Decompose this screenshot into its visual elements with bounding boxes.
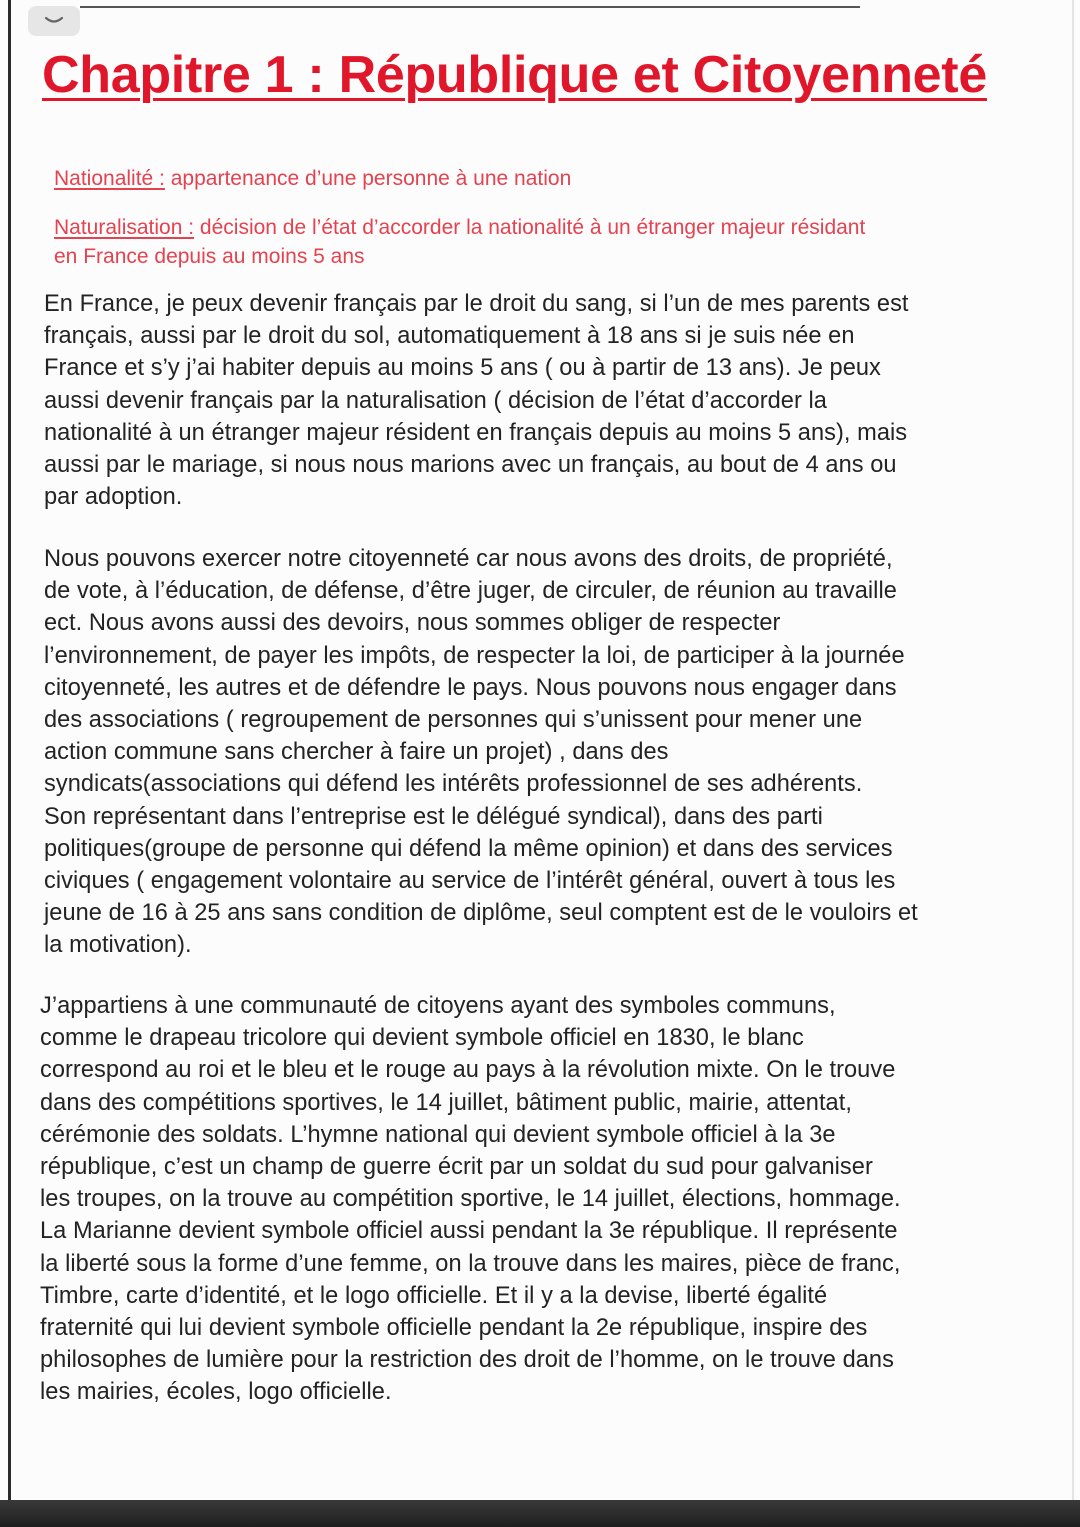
paragraph-line: français, aussi par le droit du sol, automatiquement à 18 ans si je suis née en [44, 323, 855, 350]
definition-text: en France depuis au moins 5 ans [54, 245, 365, 268]
paragraph-line: France et s’y j’ai habiter depuis au moins 5 ans ( ou à partir de 13 ans). Je peux [44, 355, 881, 382]
paragraph-line: ect. Nous avons aussi des devoirs, nous sommes obliger de respecter [44, 610, 781, 637]
paragraph-line: philosophes de lumière pour la restriction des droit de l’homme, on le trouve dans [40, 1347, 894, 1374]
scan-left-edge [8, 0, 11, 1527]
paragraph-line: aussi devenir français par la naturalisation ( décision de l’état d’accorder la [44, 387, 827, 414]
paragraph-line: Timbre, carte d’identité, et le logo officielle. Et il y a la devise, liberté égalité [40, 1282, 828, 1309]
paragraph-line: citoyenneté, les autres et de défendre le pays. Nous pouvons nous engager dans [44, 674, 897, 701]
paragraph-line: Nous pouvons exercer notre citoyenneté car nous avons des droits, de propriété, [44, 546, 893, 572]
scan-top-edge [80, 6, 860, 8]
paragraph-line: l’environnement, de payer les impôts, de respecter la loi, de participer à la journée [44, 642, 905, 669]
paragraph-symboles [40, 990, 1050, 1409]
paragraph-line: action commune sans chercher à faire un projet) , dans des [44, 739, 669, 766]
paragraph-line: la motivation). [44, 932, 192, 959]
definition-term: Naturalisation : [54, 216, 195, 239]
paragraph-line: La Marianne devient symbole officiel aussi pendant la 3e république. Il représente [40, 1218, 898, 1245]
definition-nationalite [54, 164, 1014, 193]
paragraph-line: Son représentant dans l’entreprise est le délégué syndical), dans des parti [44, 803, 823, 830]
paragraph-line: république, c’est un champ de guerre écrit par un soldat du sud pour galvaniser [40, 1154, 873, 1181]
paragraph-line: les troupes, on la trouve au compétition sportive, le 14 juillet, élections, hommage. [40, 1186, 901, 1213]
paragraph-nationalite [44, 288, 1054, 513]
scan-right-edge [1072, 0, 1074, 1500]
paragraph-line: de vote, à l’éducation, de défense, d’être juger, de circuler, de réunion au travaille [44, 578, 897, 605]
paragraph-line: la liberté sous la forme d’une femme, on la trouve dans les maires, pièce de franc, [40, 1250, 901, 1277]
paragraph-line: cérémonie des soldats. L’hymne national qui devient symbole officiel à la 3e [40, 1121, 836, 1148]
paragraph-line: les mairies, écoles, logo officielle. [40, 1379, 392, 1406]
paragraph-line: J’appartiens à une communauté de citoyens ayant des symboles communs, [40, 993, 836, 1019]
paragraph-line: des associations ( regroupement de personnes qui s’unissent pour mener une [44, 707, 863, 734]
paragraph-line: dans des compétitions sportives, le 14 juillet, bâtiment public, mairie, attentat, [40, 1089, 852, 1116]
chevron-down-icon [43, 15, 65, 27]
paragraph-line: politiques(groupe de personne qui défend la même opinion) et dans des services [44, 835, 893, 862]
paragraph-line: fraternité qui lui devient symbole officielle pendant la 2e république, inspire des [40, 1315, 868, 1342]
paragraph-line: En France, je peux devenir français par le droit du sang, si l’un de mes parents est [44, 291, 909, 317]
paragraph-line: aussi par le mariage, si nous nous marions avec un français, au bout de 4 ans ou [44, 452, 897, 479]
paragraph-line: nationalité à un étranger majeur résident en français depuis au moins 5 ans), mais [44, 419, 908, 446]
page-title: Chapitre 1 : République et Citoyenneté [42, 46, 987, 104]
paragraph-line: correspond au roi et le bleu et le rouge au pays à la révolution mixte. On le trouve [40, 1057, 896, 1084]
paragraph-line: syndicats(associations qui défend les intérêts professionnel de ses adhérents. [44, 771, 863, 798]
definition-term: Nationalité : [54, 167, 165, 190]
paragraph-line: jeune de 16 à 25 ans sans condition de diplôme, seul comptent est de le vouloirs et [44, 900, 918, 927]
definition-text: appartenance d’une personne à une nation [170, 167, 572, 190]
paragraph-line: comme le drapeau tricolore qui devient symbole officiel en 1830, le blanc [40, 1025, 804, 1052]
collapse-button[interactable] [28, 6, 80, 36]
paragraph-citoyennete [44, 543, 1054, 962]
definition-naturalisation [54, 213, 1014, 271]
paragraph-line: civiques ( engagement volontaire au service de l’intérêt général, ouvert à tous les [44, 868, 896, 895]
paragraph-line: par adoption. [44, 484, 183, 511]
definition-text: décision de l’état d’accorder la nationalité à un étranger majeur résidant [199, 216, 866, 239]
scan-bottom-edge [0, 1500, 1080, 1527]
